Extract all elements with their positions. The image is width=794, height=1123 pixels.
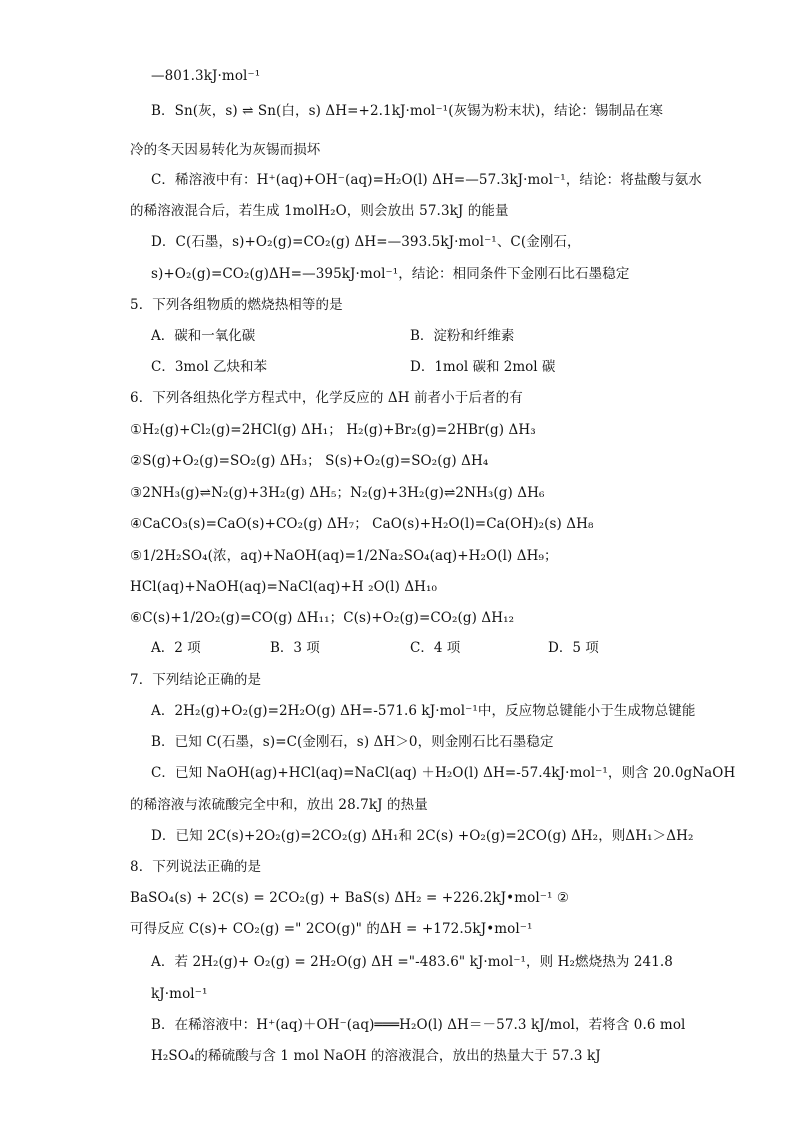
text-line: BaSO₄(s) + 2C(s) = 2CO₂(g) + BaS(s) ΔH₂ = +226.2kJ•mol⁻¹ ② xyxy=(130,890,570,906)
option-b: B．淀粉和纤维素 xyxy=(410,328,515,344)
question-heading: 5．下列各组物质的燃烧热相等的是 xyxy=(130,297,343,313)
text-line: 的稀溶液与浓硫酸完全中和，放出 28.7kJ 的热量 xyxy=(130,797,428,813)
option-c: C．4 项 xyxy=(410,640,461,656)
text-line: A．2H₂(g)+O₂(g)=2H₂O(g) ΔH=-571.6 kJ·mol⁻¹中，反应物总键能小于生成物总键能 xyxy=(151,703,696,719)
option-d: D．5 项 xyxy=(548,640,599,656)
text-line: D．C(石墨，s)+O₂(g)=CO₂(g) ΔH=—393.5kJ·mol⁻¹、C(金刚石， xyxy=(151,234,581,250)
text-line: 冷的冬天因易转化为灰锡而损坏 xyxy=(130,142,321,158)
text-line: B．在稀溶液中：H⁺(aq)＋OH⁻(aq)═══H₂O(l) ΔH＝－57.3 kJ/mol，若将含 0.6 mol xyxy=(151,1017,686,1033)
text-line: kJ·mol⁻¹ xyxy=(151,986,208,1002)
text-line: D．已知 2C(s)+2O₂(g)=2CO₂(g) ΔH₁和 2C(s) +O₂(g)=2CO(g) ΔH₂，则ΔH₁＞ΔH₂ xyxy=(151,828,694,844)
text-line: ①H₂(g)+Cl₂(g)=2HCl(g) ΔH₁； H₂(g)+Br₂(g)=2HBr(g) ΔH₃ xyxy=(130,422,536,438)
option-a: A．碳和一氧化碳 xyxy=(151,328,256,344)
option-b: B．3 项 xyxy=(270,640,320,656)
option-d: D．1mol 碳和 2mol 碳 xyxy=(410,359,556,375)
text-line: 的稀溶液混合后，若生成 1molH₂O，则会放出 57.3kJ 的能量 xyxy=(130,203,509,219)
text-line: B．已知 C(石墨，s)=C(金刚石，s) ΔH＞0，则金刚石比石墨稳定 xyxy=(151,734,554,750)
option-c: C．3mol 乙炔和苯 xyxy=(151,359,267,375)
text-line: ②S(g)+O₂(g)=SO₂(g) ΔH₃； S(s)+O₂(g)=SO₂(g) ΔH₄ xyxy=(130,453,489,469)
text-line: ③2NH₃(g)⇌N₂(g)+3H₂(g) ΔH₅；N₂(g)+3H₂(g)⇌2NH₃(g) ΔH₆ xyxy=(130,485,545,501)
text-line: C．已知 NaOH(ag)+HCl(aq)=NaCl(aq) ＋H₂O(l) ΔH=-57.4kJ·mol⁻¹，则含 20.0gNaOH xyxy=(151,765,736,781)
text-line: B．Sn(灰，s) ⇌ Sn(白，s) ΔH=+2.1kJ·mol⁻¹(灰锡为粉末状)，结论：锡制品在寒 xyxy=(151,103,663,119)
text-line: 可得反应 C(s)+ CO₂(g) =" 2CO(g)" 的ΔH = +172.5kJ•mol⁻¹ xyxy=(130,921,533,937)
question-heading: 6．下列各组热化学方程式中，化学反应的 ΔH 前者小于后者的有 xyxy=(130,390,523,406)
text-line: H₂SO₄的稀硫酸与含 1 mol NaOH 的溶液混合，放出的热量大于 57.3 kJ xyxy=(151,1048,601,1064)
text-line: A．若 2H₂(g)+ O₂(g) = 2H₂O(g) ΔH ="-483.6" kJ·mol⁻¹，则 H₂燃烧热为 241.8 xyxy=(151,954,673,970)
text-line: ④CaCO₃(s)=CaO(s)+CO₂(g) ΔH₇； CaO(s)+H₂O(l)=Ca(OH)₂(s) ΔH₈ xyxy=(130,516,594,532)
question-heading: 8．下列说法正确的是 xyxy=(130,859,262,875)
text-line: —801.3kJ·mol⁻¹ xyxy=(151,68,261,84)
text-line: ⑥C(s)+1/2O₂(g)=CO(g) ΔH₁₁；C(s)+O₂(g)=CO₂(g) ΔH₁₂ xyxy=(130,610,515,626)
question-heading: 7．下列结论正确的是 xyxy=(130,672,262,688)
text-line: ⑤1/2H₂SO₄(浓，aq)+NaOH(aq)=1/2Na₂SO₄(aq)+H₂O(l) ΔH₉； xyxy=(130,548,558,564)
option-a: A．2 项 xyxy=(151,640,201,656)
text-line: C．稀溶液中有：H⁺(aq)+OH⁻(aq)=H₂O(l) ΔH=—57.3kJ·mol⁻¹，结论：将盐酸与氨水 xyxy=(151,172,702,188)
text-line: s)+O₂(g)=CO₂(g)ΔH=—395kJ·mol⁻¹，结论：相同条件下金刚石比石墨稳定 xyxy=(151,266,630,282)
text-line: HCl(aq)+NaOH(aq)=NaCl(aq)+H ₂O(l) ΔH₁₀ xyxy=(130,579,438,595)
